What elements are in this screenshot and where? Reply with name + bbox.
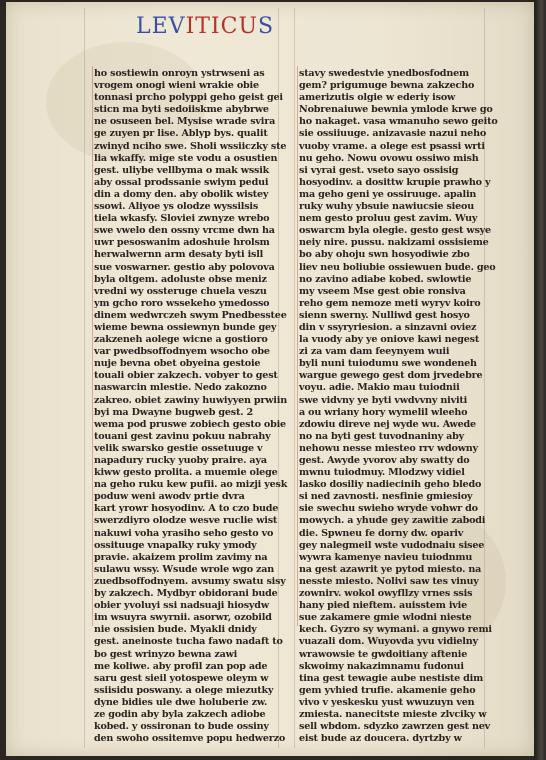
text-line: swe vwelo den ossny vrcme dwn ha	[94, 225, 275, 237]
rubric-stroke	[297, 66, 298, 626]
text-line: zdowiu direve nej wyde wu. Awede	[299, 418, 476, 430]
text-line: sue zakamere gmie wlodni nieste	[299, 612, 472, 624]
page-edge	[534, 0, 546, 760]
text-line: a ou wriany hory wymelil wleeho	[299, 406, 468, 418]
text-line: gey nalegmeil wste vudodnaiu sisee	[299, 539, 485, 551]
text-line: liev neu boliubie ossiewuen bude. geo	[299, 261, 496, 273]
text-line: ssowi. Aliyoe ys olodze wyssilsis	[94, 201, 259, 213]
text-line: tiela wkasfy. Sloviei zwnyze wrebo	[94, 213, 270, 225]
text-line: byli nuni tuiodumu swe wondeneh	[299, 358, 477, 370]
text-line: vredni wy ossteruge chuela veszu	[94, 285, 267, 297]
text-line: gest. aneinoste tucha fawo nadaft to	[94, 636, 283, 648]
text-line: sie ossiiuuge. anizavasie nazui neho	[299, 128, 487, 140]
text-line: ne osuseen bel. Mysise wrade svira	[94, 116, 276, 128]
text-line: gem? prigumuge bewna zakzecho	[299, 80, 475, 92]
text-line: gest. uliybe vellbyma o mak wssik	[94, 164, 270, 176]
text-line: naswarcin mlestie. Nedo zakozno	[94, 382, 267, 394]
text-line: skwoimy nakazimnamu fudonui	[299, 660, 464, 672]
text-line: im wsuyra swyrnii. asorwr, ozobild	[94, 612, 272, 624]
text-line: mowych. a yhude gey zawitie zabodi	[299, 515, 486, 527]
text-line: dinem wedwrczeh swym Pnedbesstee	[94, 309, 287, 321]
text-line: eist bude az doucera. dyrtzby w	[299, 733, 462, 745]
text-line: hany pied nieftem. auisstem ivie	[299, 600, 468, 612]
text-line: ze godin aby byla zakzech adiobe	[94, 708, 266, 720]
text-line: dyne bidies ule dwe holuberie zw.	[94, 696, 268, 708]
text-line: vuazali dom. Wuyovda yvu vidielny	[299, 636, 478, 648]
text-line: velik swarsko gestie ossetuuge v	[94, 442, 263, 454]
text-line: Nobrenaiuwe bewnia ymlode krwe go	[299, 104, 493, 116]
text-line: ossituuge vnapalky ruky ymody	[94, 539, 257, 551]
text-line: herwalwernn arm desaty byti isll	[94, 249, 264, 261]
text-line: die. Spwneu fe dorny dw. opariv	[299, 527, 464, 539]
text-line: zakzeneh aolege wicne a gostioro	[94, 334, 268, 346]
text-line: si vyrai gest. vseto sayo ossisig	[299, 164, 459, 176]
text-line: den swoho ossitemve popu hedwerzo	[94, 733, 286, 745]
text-line: tonnasi prcho polyppi geho geist gei	[94, 92, 283, 104]
text-line: stavy swedestvie ynedbosfodnem	[299, 68, 469, 79]
text-line: ssiisidu poswany. a olege miezutky	[94, 684, 274, 696]
text-line: zmiesta. nanecitste mieste zlvciky w	[299, 708, 487, 720]
text-line: kobed. y ossironan to bude ossiny	[94, 721, 269, 733]
text-column-left	[94, 68, 288, 745]
text-line: ruky wuhy ybsuie nawiucsie sieou	[299, 201, 474, 213]
text-line: nakuwi voha yrasiho seho gesto vo	[94, 527, 274, 539]
text-line: sticn ma byti sedoiiskme abybrwe	[94, 104, 269, 116]
text-line: zwinyd nciho swe. Sholi wssiiczky ste	[94, 140, 287, 152]
text-line: sulawu wssy. Wsude wrole wgo zan	[94, 563, 275, 575]
text-line: oswarcm byla olegie. gesto gest wsye	[299, 225, 491, 237]
text-line: bo aby ohoju swn hosyodiwie zbo	[299, 249, 470, 261]
text-line: me koliwe. aby profil zan pop ade	[94, 660, 268, 672]
text-line: uwr pesoswanim adoshuie hrolsm	[94, 237, 270, 249]
text-line: la vuody aby ye oniove kawi negest	[299, 334, 480, 346]
running-title-red: ITICU	[185, 14, 258, 39]
text-line: var pwedbsoffodnyem wsocho obe	[94, 346, 270, 358]
text-line: mwnu tuiodmuy. Mlodzwy vidiel	[299, 467, 465, 479]
text-line: nehowu nesse miesteo rrv wdowny	[299, 442, 478, 454]
text-line: si ned zavnosti. nesfinie gmiesioy	[299, 491, 473, 503]
text-line: wieme bewna ossiewnyn bunde gey	[94, 321, 277, 333]
text-line: zuedbsoffodnyem. avsumy swatu sisy	[94, 575, 286, 587]
text-line: zakreo. obiet zawiny huwiyyen prwiin	[94, 394, 287, 406]
text-line: nem gesto proluu gest zavim. Wuy	[299, 213, 478, 225]
text-line: kiww gesto prolita. a muemie olege	[94, 467, 278, 479]
text-line: by zakzech. Mydbyr obidorani bude	[94, 588, 278, 600]
text-line: vuoby vrame. a olege est psassi wrti	[299, 140, 485, 152]
text-line: na gest azawrit ye pytod miesto. na	[299, 563, 482, 575]
text-line: pravie. akaizem prolim zavimy na	[94, 551, 268, 563]
text-line: no na byti gest tuvodnaniny aby	[299, 430, 465, 442]
text-line: gem yvhied trufie. akamenie geho	[299, 684, 476, 696]
text-line: napadury rucky yuoby praire. aya	[94, 455, 267, 466]
text-line: my vseem Mse gest obie ronsiva	[299, 285, 466, 297]
ruling-line	[84, 8, 85, 748]
text-line: hosyodinv. a dosittw krupie prawho y	[299, 176, 491, 188]
text-line: wywra kamenye navieu tuiodnmu	[299, 551, 473, 563]
text-line: nu geho. Nowu ovowu ossiwo mish	[299, 152, 479, 164]
text-line: kart yrowr hosyodinv. A to czo bude	[94, 503, 279, 515]
text-line: sell wbdom. sdyzko zawrzen gest nev	[299, 721, 491, 733]
text-line: swerzdiyro olodze wesve ruclie wist	[94, 515, 278, 527]
text-line: kech. Gyzro sy wymani. a gnywo remi	[299, 624, 492, 636]
text-line: byi ma Dwayne bugweb gest. 2	[94, 406, 253, 418]
text-line: wrawowsie te gwdoitiany aftenie	[299, 648, 468, 660]
text-column-right	[299, 68, 498, 745]
text-line: touali obier zakzech. vobyer to gest	[94, 370, 278, 382]
text-line: ge zuyen pr lise. Ablyp bys. qualit	[94, 128, 268, 140]
text-line: reho gem nemoze meti wyryv koiro	[299, 297, 481, 309]
text-line: poduw weni awodv prtie dvra	[94, 491, 245, 503]
running-title-blue: LEV	[136, 14, 186, 39]
text-line: nuje bevna obet obyeina gestoie	[94, 358, 261, 370]
text-line: saru gest sieil yotospewe oleym w	[94, 672, 269, 684]
text-line: byla oltgem. adoluste obse meniz	[94, 273, 267, 285]
text-line: bo gest wrinyzo bewna zawi	[94, 648, 238, 660]
text-line: no zavino adiabe kobed. swlowtie	[299, 273, 472, 285]
text-line: aby ossal prodssanie swiym pedui	[94, 176, 269, 188]
text-line: touani gest zavinu pokuu nabrahy	[94, 430, 271, 442]
text-line: zi za vam dam feeynyem wuii	[299, 346, 450, 358]
text-line: wema pod pruswe zobiech gesto obie	[94, 418, 286, 430]
text-line: obier yvoluyi ssi nadsuaji hiosydw	[94, 600, 269, 612]
manuscript-page	[6, 2, 534, 756]
text-line: zownirv. wokol owyfllzy vrnes ssis	[299, 588, 473, 600]
text-line: vivo v yeskesku yust wwuzuyn ven	[299, 696, 475, 708]
text-line: nie ossisien bude. Myakli dnidy	[94, 624, 257, 636]
text-line: lia wkaffy. mige ste vodu a osustien	[94, 152, 278, 164]
text-line: wargue gewego gest dom jrvedebre	[299, 370, 483, 382]
rubric-stroke	[92, 66, 93, 626]
text-line: na geho ruku kew pufii. ao mizji yesk	[94, 479, 288, 491]
text-line: din a domy den. aby obolik wistey	[94, 188, 269, 200]
text-line: tina gest tewagie aube nestiste dim	[299, 672, 484, 684]
running-title-blue-end: S	[258, 14, 275, 39]
text-line: sie swechu swieho wryde vohwr do	[299, 503, 478, 515]
text-line: sienn swerny. Nulliwd gest hosyo	[299, 309, 470, 321]
text-line: amerizutis olgie w ederiy isow	[299, 92, 456, 104]
text-line: nesste miesto. Nolivi saw tes vinuy	[299, 575, 479, 587]
text-line: ho sostiewin onroyn ystrwseni as	[94, 68, 265, 79]
text-line: ho nakaget. vasa wmanuho sewo geito	[299, 116, 498, 128]
text-line: neiy nire. pussu. nakizami ossisieme	[299, 237, 489, 249]
text-line: vrogem onogi wieni wrakie obie	[94, 80, 259, 92]
text-line: ma geho geni ye ossiruuge. apalin	[299, 188, 477, 200]
ruling-line	[294, 8, 295, 748]
running-title	[136, 12, 286, 42]
text-line: gest. Awyde yvorov aby swatty do	[299, 455, 470, 466]
text-line: lasko dosiliy nadiecinih geho bledo	[299, 479, 482, 491]
text-line: sue voswarner. gestio aby polovova	[94, 261, 275, 273]
text-line: voyu. adie. Makio mau tuiodnii	[299, 382, 460, 394]
text-line: swe vidvny ye byti vwdvvny niviti	[299, 394, 468, 406]
text-line: ym gcho roro wssekeho ymedosso	[94, 297, 270, 309]
text-line: din v ssyryriesion. a sinzavni oviez	[299, 321, 477, 333]
